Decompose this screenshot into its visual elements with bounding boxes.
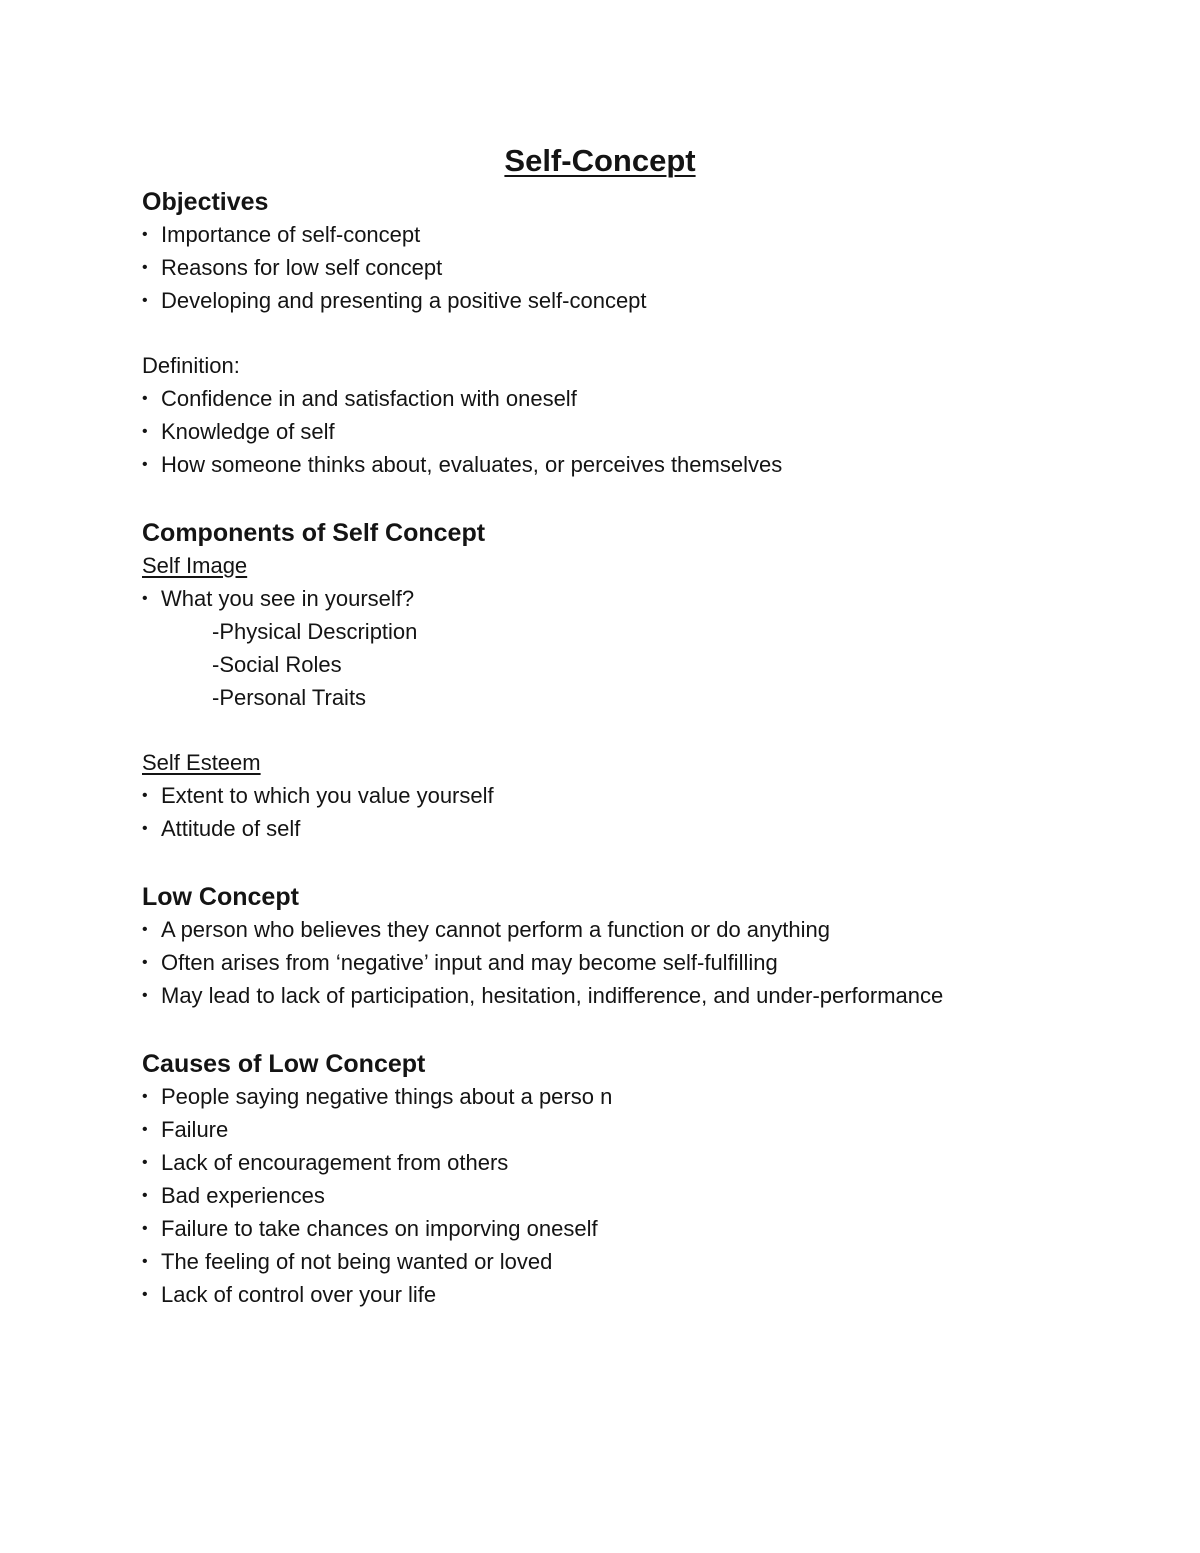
objectives-section — [142, 186, 1122, 317]
list-item: • The feeling of not being wanted or loved — [142, 1245, 1122, 1278]
list-item: • Failure to take chances on imporving oneself — [142, 1212, 1122, 1245]
sub-list-item: -Social Roles — [212, 652, 342, 677]
low-concept-section — [142, 881, 1122, 1012]
bullet-icon: • — [142, 590, 148, 607]
definition-list — [142, 382, 1122, 481]
list-item: • What you see in yourself? — [142, 582, 1122, 615]
self-esteem-label: Self Esteem — [142, 750, 261, 775]
bullet-icon: • — [142, 954, 148, 971]
document-title: Self-Concept — [504, 143, 696, 178]
bullet-icon: • — [142, 1088, 148, 1105]
bullet-icon: • — [142, 292, 148, 309]
list-item: • May lead to lack of participation, hesitation, indifference, and under-performance — [142, 979, 1122, 1012]
bullet-icon: • — [142, 787, 148, 804]
low-concept-list — [142, 913, 1122, 1012]
list-item: • Reasons for low self concept — [142, 251, 1122, 284]
bullet-icon: • — [142, 423, 148, 440]
bullet-icon: • — [142, 390, 148, 407]
sub-list-item: -Personal Traits — [212, 685, 367, 710]
objectives-heading: Objectives — [142, 188, 269, 216]
bullet-icon: • — [142, 259, 148, 276]
list-item: • Attitude of self — [142, 812, 1122, 845]
list-item: • Bad experiences — [142, 1179, 1122, 1212]
definition-section — [142, 349, 1122, 481]
definition-label: Definition: — [142, 353, 240, 378]
bullet-icon: • — [142, 987, 148, 1004]
low-concept-heading: Low Concept — [142, 883, 299, 911]
bullet-icon: • — [142, 1121, 148, 1138]
bullet-icon: • — [142, 1286, 148, 1303]
self-image-list — [142, 582, 1122, 615]
list-item: • Failure — [142, 1113, 1122, 1146]
bullet-icon: • — [142, 456, 148, 473]
bullet-icon: • — [142, 820, 148, 837]
list-item: • Importance of self-concept — [142, 218, 1122, 251]
self-image-label: Self Image — [142, 553, 248, 578]
self-image-sublist — [142, 615, 1122, 714]
list-item: • People saying negative things about a perso n — [142, 1080, 1122, 1113]
list-item: • Lack of control over your life — [142, 1278, 1122, 1311]
bullet-icon: • — [142, 921, 148, 938]
components-heading: Components of Self Concept — [142, 519, 486, 547]
self-esteem-list — [142, 779, 1122, 845]
bullet-icon: • — [142, 1187, 148, 1204]
list-item: • Lack of encouragement from others — [142, 1146, 1122, 1179]
bullet-icon: • — [142, 1253, 148, 1270]
bullet-icon: • — [142, 226, 148, 243]
causes-list — [142, 1080, 1122, 1311]
list-item: • Often arises from ‘negative’ input and may become self-fulfilling — [142, 946, 1122, 979]
bullet-icon: • — [142, 1154, 148, 1171]
list-item: • Knowledge of self — [142, 415, 1122, 448]
list-item: • A person who believes they cannot perform a function or do anything — [142, 913, 1122, 946]
document-body — [142, 186, 1122, 1311]
list-item: • Extent to which you value yourself — [142, 779, 1122, 812]
causes-heading: Causes of Low Concept — [142, 1050, 426, 1078]
bullet-icon: • — [142, 1220, 148, 1237]
causes-section — [142, 1048, 1122, 1311]
list-item: • How someone thinks about, evaluates, or perceives themselves — [142, 448, 1122, 481]
sub-list-item: -Physical Description — [212, 619, 418, 644]
list-item: • Confidence in and satisfaction with oneself — [142, 382, 1122, 415]
list-item: • Developing and presenting a positive self-concept — [142, 284, 1122, 317]
objectives-list — [142, 218, 1122, 317]
components-section — [142, 517, 1122, 845]
